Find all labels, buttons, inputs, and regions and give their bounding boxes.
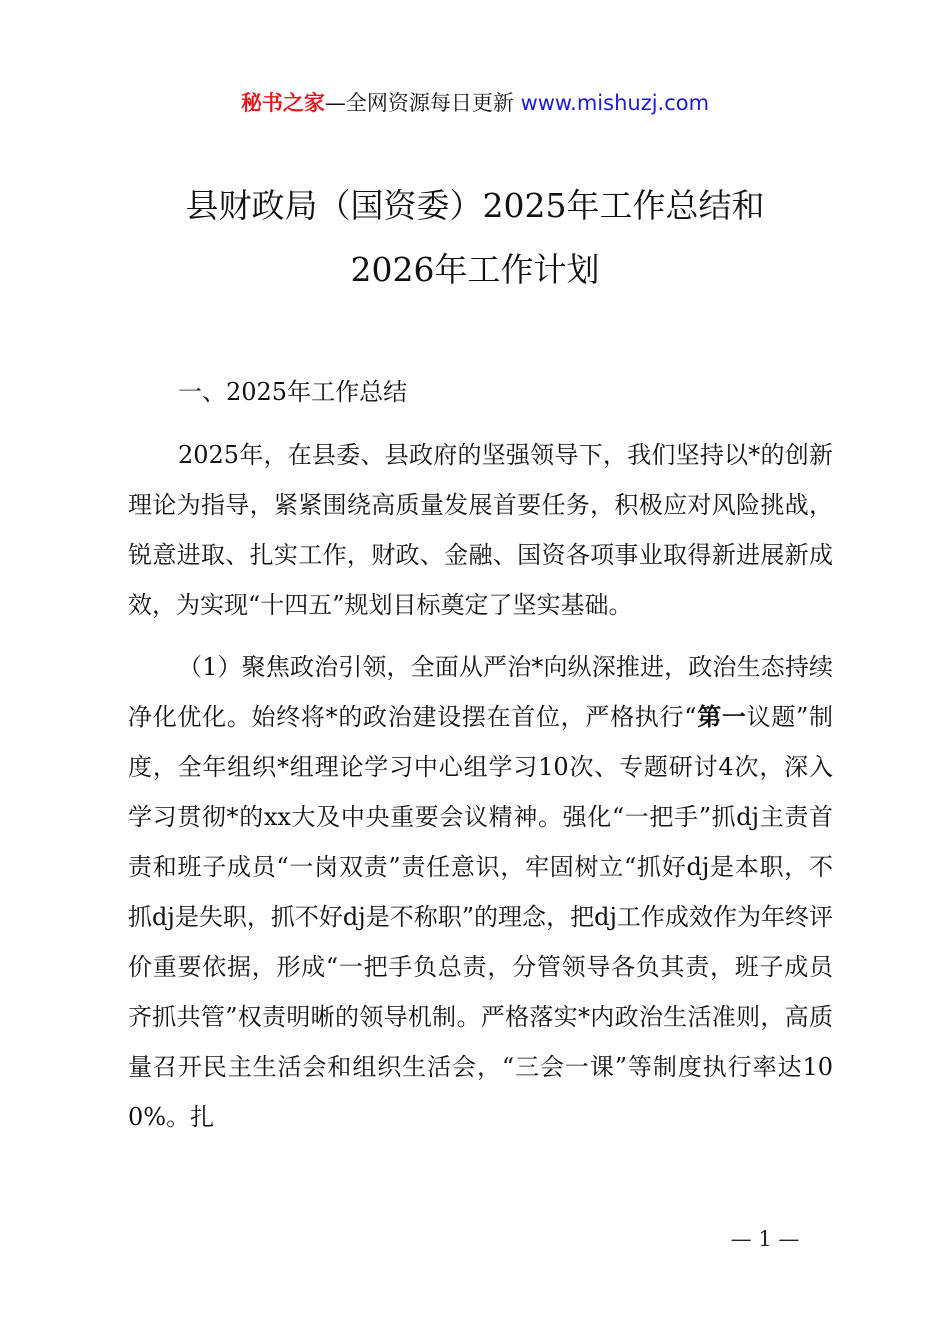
paragraph-2-text-start: （1）聚焦政治引领，全面从严治*向纵深推进，政治生态持续净化优化。始终将*的政治建设摆在首位，严格执行“ [128, 653, 833, 731]
site-brand-name: 秘书之家 [240, 91, 325, 115]
section-heading: 一、2025年工作总结 [178, 378, 408, 406]
site-url-link[interactable]: www.mishuzj.com [520, 91, 710, 115]
body-paragraph-2 [128, 642, 833, 1142]
document-title-line-1: 县财政局（国资委）2025年工作总结和 [185, 186, 765, 225]
body-paragraph-1: 2025年，在县委、县政府的坚强领导下，我们坚持以*的创新理论为指导，紧紧围绕高质量发展首要任务，积极应对风险挑战，锐意进取、扎实工作，财政、金融、国资各项事业取得新进展新成效，为实现“十四五”规划目标奠定了坚实基础。 [128, 441, 833, 619]
page-number: — 1 — [730, 1227, 800, 1251]
site-watermark-header [0, 88, 950, 118]
site-tagline: —全网资源每日更新 [324, 91, 521, 115]
paragraph-2-bold-text: 第一 [696, 702, 747, 731]
paragraph-2-text-end: 议题”制度，全年组织*组理论学习中心组学习10次、专题研讨4次，深入学习贯彻*的xx大及中央重要会议精神。强化“一把手”抓dj主责首责和班子成员“一岗双责”责任意识，牢固树立“抓好dj是本职，不抓dj是失职，抓不好dj是不称职”的理念，把dj工作成效作为年终评价重要依据，形成“一把手负总责，分管领导各负其责，班子成员齐抓共管”权责明晰的领导机制。严格落实*内政治生活准则，高质量召开民主生活会和组织生活会，“三会一课”等制度执行率达100%。扎 [128, 703, 833, 1131]
document-title-line-2: 2026年工作计划 [350, 250, 600, 289]
